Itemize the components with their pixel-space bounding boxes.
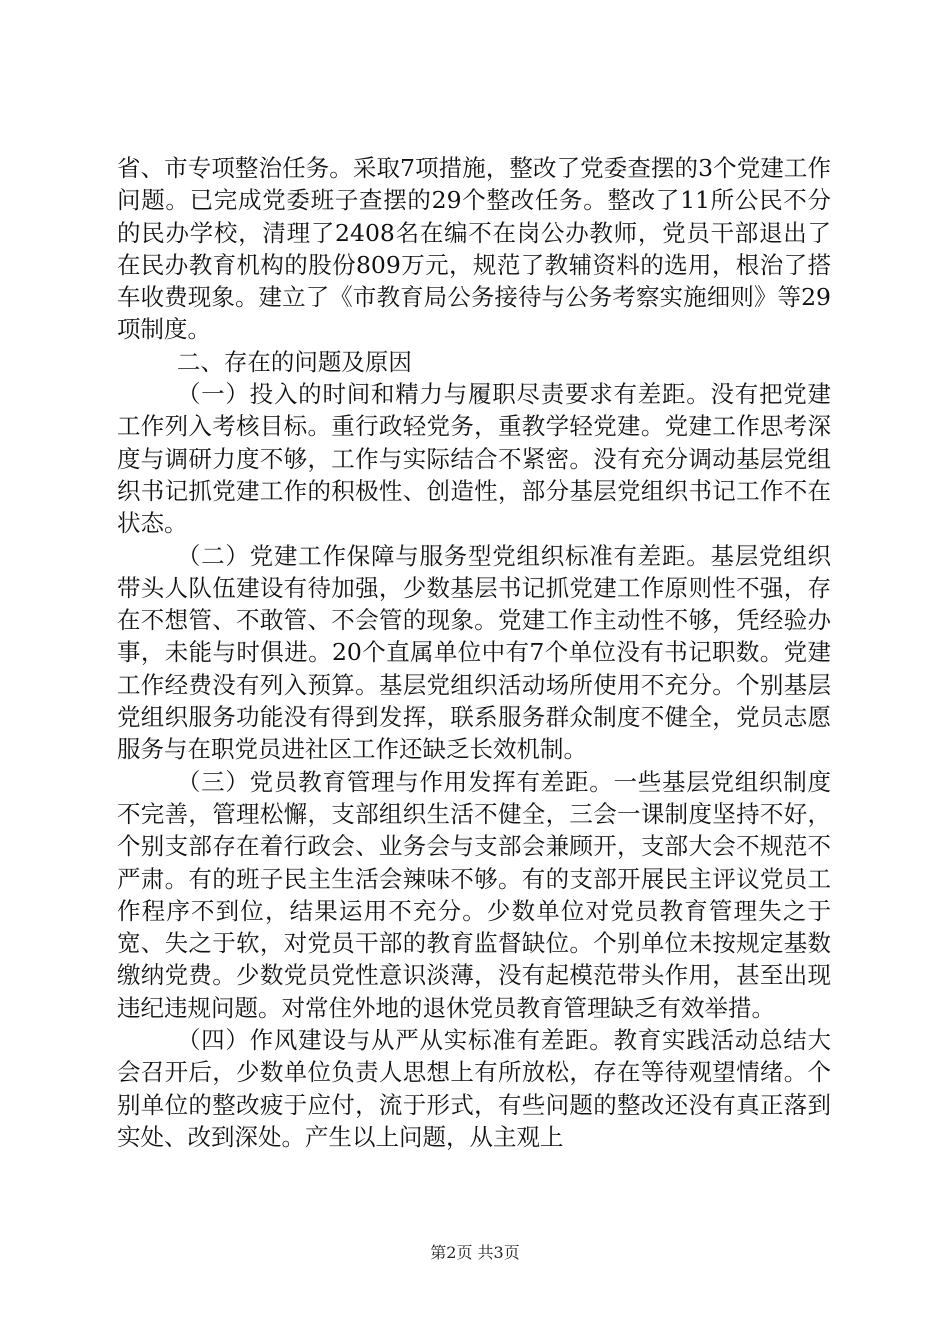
paragraph-item-1: （一）投入的时间和精力与履职尽责要求有差距。没有把党建工作列入考核目标。重行政轻党务，重教学轻党建。党建工作思考深度与调研力度不够，工作与实际结合不紧密。没有充分调动基层党组织书记抓党建工作的积极性、创造性，部分基层党组织书记工作不在状态。: [117, 380, 831, 538]
paragraph-continuation: 省、市专项整治任务。采取7项措施，整改了党委查摆的3个党建工作问题。已完成党委班子查摆的29个整改任务。整改了11所公民不分的民办学校，清理了2408名在编不在岗公办教师，党员干部退出了在民办教育机构的股份809万元，规范了教辅资料的选用，根治了搭车收费现象。建立了《市教育局公务接待与公务考察实施细则》等29项制度。: [117, 154, 831, 344]
page-number-label: 第2页 共3页: [430, 1243, 520, 1262]
page-footer: [0, 1243, 950, 1263]
paragraph-item-3: （三）党员教育管理与作用发挥有差距。一些基层党组织制度不完善，管理松懈，支部组织生活不健全，三会一课制度坚持不好，个别支部存在着行政会、业务会与支部会兼顾开，支部大会不规范不严肃。有的班子民主生活会辣味不够。有的支部开展民主评议党员工作程序不到位，结果运用不充分。少数单位对党员教育管理失之于宽、失之于软，对党员干部的教育监督缺位。个别单位未按规定基数缴纳党费。少数党员党性意识淡薄，没有起模范带头作用，甚至出现违纪违规问题。对常住外地的退休党员教育管理缺乏有效举措。: [117, 767, 831, 1022]
section-heading: 二、存在的问题及原因: [176, 347, 412, 376]
paragraph-item-2: （二）党建工作保障与服务型党组织标准有差距。基层党组织带头人队伍建设有待加强，少数基层书记抓党建工作原则性不强，存在不想管、不敢管、不会管的现象。党建工作主动性不够，凭经验办事，未能与时俱进。20个直属单位中有7个单位没有书记职数。党建工作经费没有列入预算。基层党组织活动场所使用不充分。个别基层党组织服务功能没有得到发挥，联系服务群众制度不健全，党员志愿服务与在职党员进社区工作还缺乏长效机制。: [117, 541, 831, 764]
paragraph-item-4: （四）作风建设与从严从实标准有差距。教育实践活动总结大会召开后，少数单位负责人思想上有所放松，存在等待观望情绪。个别单位的整改疲于应付，流于形式，有些问题的整改还没有真正落到实处、改到深处。产生以上问题，从主观上: [117, 1026, 831, 1151]
document-body: [117, 152, 831, 1153]
